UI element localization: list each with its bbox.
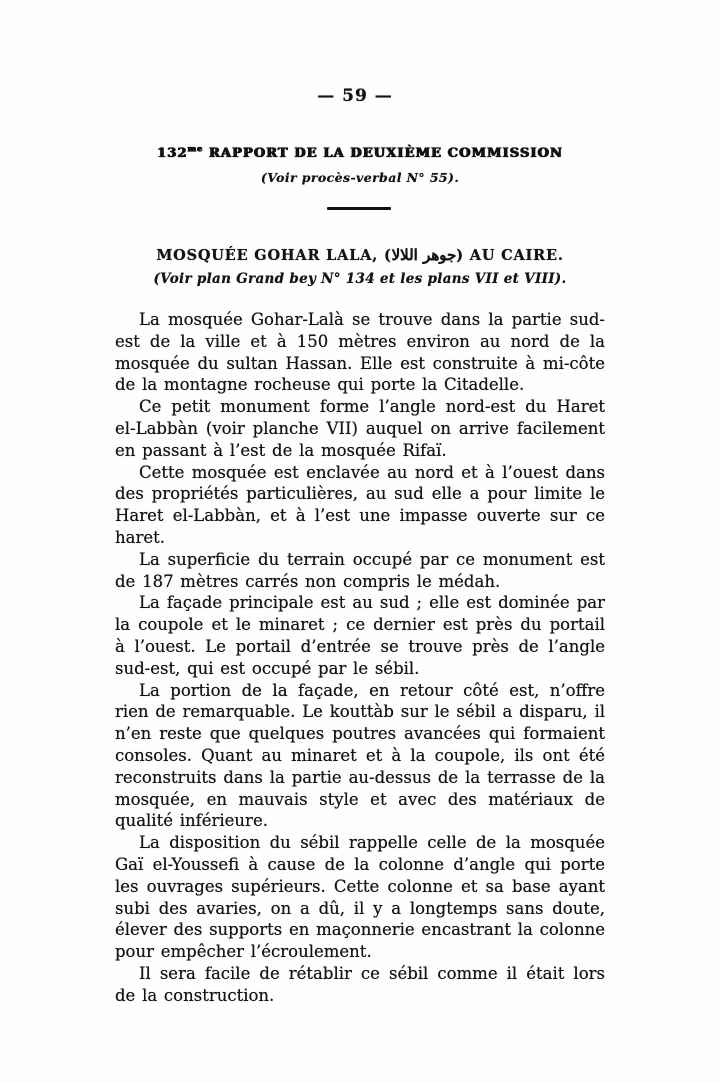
mosque-title-arabic-name: جوهر اللالا [391, 246, 457, 264]
paragraph-location: La mosquée Gohar-Lalà se trouve dans la partie sud-est de la ville et à 150 mètres environ au nord de la mosquée du sultan Hassan. Elle est construite à mi-côte de la montagne rocheuse qui porte la Citadelle. [115, 310, 605, 395]
report-title-number: 132 [157, 146, 188, 161]
article-body [115, 309, 605, 1007]
paragraph-facade-est: La portion de la façade, en retour côté est, n’offre rien de remarquable. Le kouttàb sur le sébil a disparu, il n’en reste que quelques poutres avancées qui formaient consoles. Quant au minaret et à la coupole, ils ont été reconstruits dans la partie au-dessus de la terrasse de la mosquée, en mauvais style et avec des matériaux de qualité inférieure. [115, 680, 605, 831]
mosque-title-prefix: MOSQUÉE GOHAR LALA, ( [156, 247, 392, 264]
paragraph-sebil-disposition: La disposition du sébil rappelle celle de la mosquée Gaï el-Youssefi à cause de la colonne d’angle qui porte les ouvrages supérieurs. Cette colonne et sa base ayant subi des avaries, on a dû, il y a longtemps sans doute, élever des supports en maçonnerie encastrant la colonne pour empêcher l’écroulement. [115, 833, 605, 962]
paragraph-superficie: La superficie du terrain occupé par ce monument est de 187 mètres carrés non compris le médah. [115, 549, 605, 591]
section-divider-rule [327, 207, 391, 210]
mosque-article-title [0, 246, 720, 264]
paragraph-enclave: Cette mosquée est enclavée au nord et à l’ouest dans des propriétés particulières, au sud elle a pour limite le Haret el-Labbàn, et à l’est une impasse ouverte sur ce haret. [115, 462, 605, 547]
paragraph-monument-angle: Ce petit monument forme l’angle nord-est du Haret el-Labbàn (voir planche VII) auquel on arrive facilement en passant à l’est de la mosquée Rifaï. [115, 397, 605, 460]
report-title [0, 143, 720, 161]
page-number: — 59 — [317, 86, 393, 106]
report-title-ordinal-superscript: me [187, 143, 204, 154]
report-title-text: RAPPORT DE LA DEUXIÈME COMMISSION [203, 146, 563, 161]
paragraph-facade-principale: La façade principale est au sud ; elle est dominée par la coupole et le minaret ; ce dernier est près du portail à l’ouest. Le portail d’entrée se trouve près de l’angle sud-est, qui est occupé par le sébil. [115, 593, 605, 678]
mosque-title-suffix: ) AU CAIRE. [456, 247, 564, 264]
report-subtitle-proces-verbal: (Voir procès-verbal N° 55). [260, 170, 460, 185]
mosque-article-plan-reference: (Voir plan Grand bey N° 134 et les plans VII et VIII). [153, 271, 567, 287]
paragraph-conclusion: Il sera facile de rétablir ce sébil comme il était lors de la construction. [115, 963, 605, 1005]
